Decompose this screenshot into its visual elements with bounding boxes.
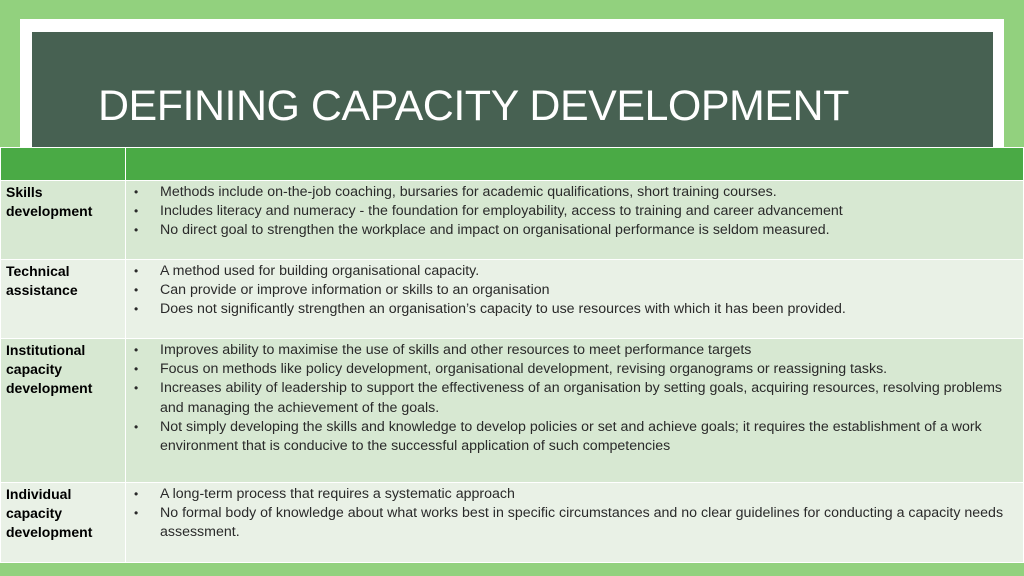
table-row (1, 339, 1024, 483)
row-label-cell (1, 339, 126, 483)
list-item: • A method used for building organisational capacity. (160, 262, 1017, 281)
slide-title: DEFINING CAPACITY DEVELOPMENT (98, 82, 849, 130)
list-item: • Includes literacy and numeracy - the foundation for employability, access to training and career advancement (160, 202, 1017, 221)
bullet-list (126, 181, 1023, 241)
label-line: development (6, 380, 93, 396)
header-cell-1 (1, 148, 126, 181)
list-item: • Increases ability of leadership to support the effectiveness of an organisation by setting goals, acquiring resources, resolving problems and managing the achievement of the goals. (160, 379, 1017, 417)
label-line: assistance (6, 282, 78, 298)
list-item: • Methods include on-the-job coaching, bursaries for academic qualifications, short training courses. (160, 183, 1017, 202)
label-line: capacity (6, 361, 63, 377)
row-label-cell (1, 483, 126, 563)
list-item: • No formal body of knowledge about what works best in specific circumstances and no clear guidelines for conducting a capacity needs assessment. (160, 504, 1017, 542)
label-line: Technical (6, 263, 70, 279)
list-item: • A long-term process that requires a systematic approach (160, 485, 1017, 504)
list-item: • Can provide or improve information or skills to an organisation (160, 281, 1017, 300)
row-label-institutional-capacity-development (1, 339, 125, 398)
label-line: development (6, 203, 93, 219)
bullet-list (126, 260, 1023, 320)
row-content-cell (126, 181, 1024, 260)
row-content-cell (126, 483, 1024, 563)
table-row (1, 260, 1024, 339)
row-label-individual-capacity-development (1, 483, 125, 542)
row-content-cell (126, 339, 1024, 483)
row-label-skills-development (1, 181, 125, 221)
table-row (1, 181, 1024, 260)
header-cell-2 (126, 148, 1024, 181)
label-line: development (6, 524, 93, 540)
row-label-cell (1, 260, 126, 339)
label-line: Skills (6, 184, 43, 200)
list-item: • No direct goal to strengthen the workplace and impact on organisational performance is seldom measured. (160, 221, 1017, 240)
row-label-cell (1, 181, 126, 260)
label-line: Institutional (6, 342, 86, 358)
table-header-row (1, 148, 1024, 181)
row-content-cell (126, 260, 1024, 339)
bullet-list (126, 483, 1023, 543)
row-label-technical-assistance (1, 260, 125, 300)
capacity-table (0, 147, 1024, 563)
table-row (1, 483, 1024, 563)
list-item: • Focus on methods like policy development, organisational development, revising organograms or reassigning tasks. (160, 360, 1017, 379)
label-line: capacity (6, 505, 63, 521)
list-item: • Not simply developing the skills and knowledge to develop policies or set and achieve goals; it requires the establishment of a work environment that is conducive to the successful application of such competencies (160, 418, 1017, 456)
list-item: • Does not significantly strengthen an organisation’s capacity to use resources with which it has been provided. (160, 300, 1017, 319)
bullet-list (126, 339, 1023, 456)
list-item: • Improves ability to maximise the use of skills and other resources to meet performance targets (160, 341, 1017, 360)
label-line: Individual (6, 486, 72, 502)
